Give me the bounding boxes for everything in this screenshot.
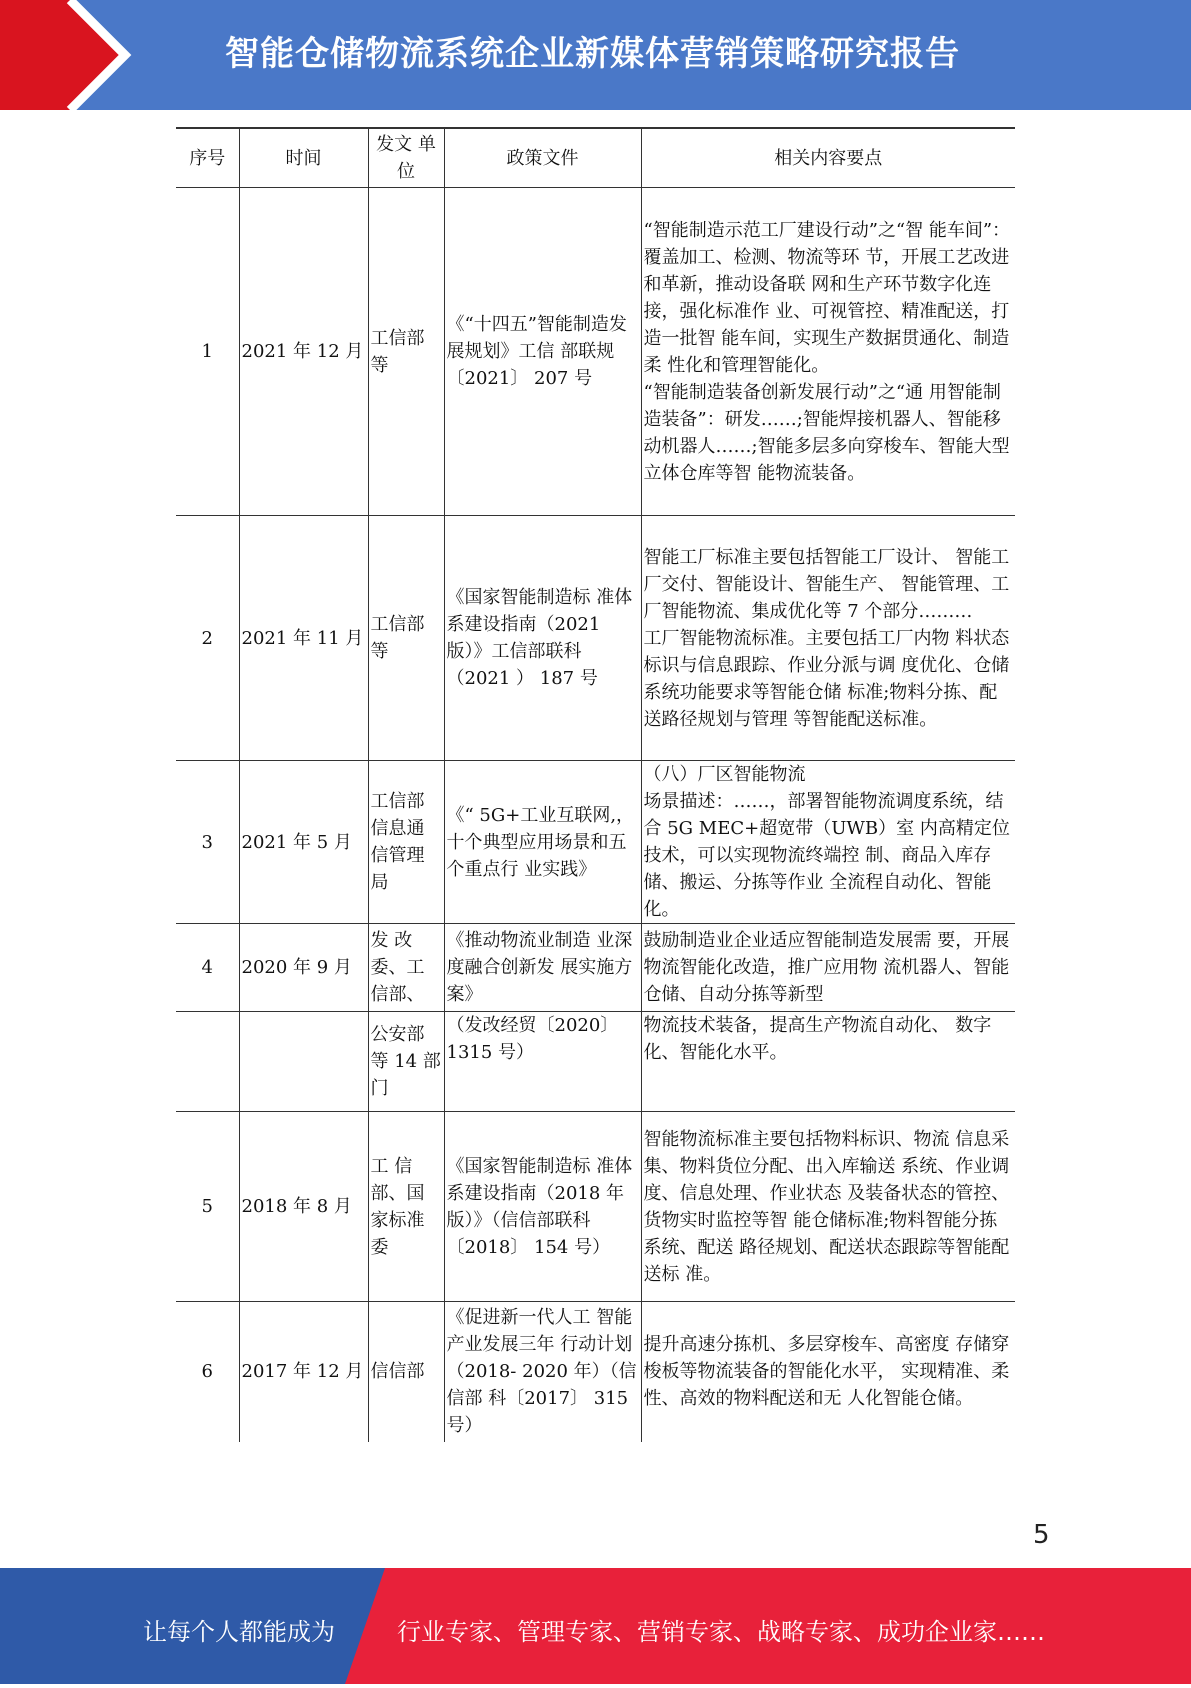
row-no: 1 [176,188,239,516]
row-doc: 《推动物流业制造 业深度融合创新发 展实施方案》 [444,924,641,1012]
header-no: 序号 [176,128,239,188]
content-paragraph: 工厂智能物流标准。主要包括工厂内物 料状态标识与信息跟踪、作业分派与调 度优化、仓储系统功能要求等智能仓储 标准;物料分拣、配送路径规划与管理 等智能配送标准。 [643,627,1010,730]
row-doc: （发改经贸〔2020〕 1315 号） [444,1012,641,1112]
content-paragraph: “智能制造示范工厂建设行动”之“智 能车间”：覆盖加工、检测、物流等环 节，开展工艺改进和革新，推动设备联 网和生产环节数字化连接，强化标准作 业、可视管控、精准配送，打造一批智 能车间，实现生产数据贯通化、制造柔 性化和管理智能化。 [643,219,1011,376]
content-paragraph: 物流技术装备，提高生产物流自动化、 数字化、智能化水平。 [643,1015,992,1063]
row-content [641,1012,1015,1112]
row-content [641,188,1015,516]
row-content [641,761,1015,924]
table-row [176,761,1015,924]
row-no: 5 [176,1112,239,1302]
header-content: 相关内容要点 [641,128,1015,188]
content-paragraph: 场景描述：……，部署智能物流调度系统，结合 5G MEC+超宽带（UWB）室 内高精定位技术，可以实现物流终端控 制、商品入库存储、搬运、分拣等作业 全流程自动化、智能化。 [643,791,1010,920]
table-row [176,1302,1015,1442]
content-paragraph: 提升高速分拣机、多层穿梭车、高密度 存储穿梭板等物流装备的智能化水平， 实现精准、柔性、高效的物料配送和无 人化智能仓储。 [643,1334,1010,1410]
content-paragraph: 智能物流标准主要包括物料标识、物流 信息采集、物料货位分配、出入库输送 系统、作业调度、信息处理、作业状态 及装备状态的管控、货物实时监控等智 能仓储标准;物料智能分拣系统、配送 路径规划、配送状态跟踪等智能配送标 准。 [643,1128,1010,1285]
row-no: 3 [176,761,239,924]
row-issuer: 信信部 [368,1302,444,1442]
row-issuer: 工 信部、国家标准委 [368,1112,444,1302]
row-time: 2020 年 9 月 [239,924,368,1012]
content-paragraph: （八）厂区智能物流 [643,764,806,785]
table-header-row [176,128,1015,188]
header-time: 时间 [239,128,368,188]
row-no: 4 [176,924,239,1012]
row-time: 2017 年 12 月 [239,1302,368,1442]
policy-table [176,127,1015,1442]
content-paragraph: 智能工厂标准主要包括智能工厂设计、 智能工厂交付、智能设计、智能生产、 智能管理、工厂智能物流、集成优化等 7 个部分……… [643,546,1010,622]
table-row [176,1112,1015,1302]
row-issuer: 工信部等 [368,188,444,516]
policy-table-wrapper [176,127,1015,1442]
header-red-chevron [0,0,150,110]
row-doc: 《“十四五”智能制造发展规划》工信 部联规〔2021〕 207 号 [444,188,641,516]
table-row [176,188,1015,516]
footer-slogan-right: 行业专家、管理专家、营销专家、战略专家、成功企业家…… [397,1618,1045,1646]
table-row [176,1012,1015,1112]
row-no: 6 [176,1302,239,1442]
row-time [239,1012,368,1112]
row-content [641,1112,1015,1302]
table-row [176,924,1015,1012]
table-row [176,516,1015,761]
header-issuer: 发文 单位 [368,128,444,188]
row-content [641,1302,1015,1442]
report-title: 智能仓储物流系统企业新媒体营销策略研究报告 [225,34,960,74]
row-content [641,516,1015,761]
row-issuer: 工信部等 [368,516,444,761]
row-time: 2021 年 12 月 [239,188,368,516]
row-no: 2 [176,516,239,761]
content-paragraph: “智能制造装备创新发展行动”之“通 用智能制造装备”：研发……;智能焊接机器人、智能移动机器人……;智能多层多向穿梭车、智能大型立体仓库等智 能物流装备。 [643,381,1010,484]
row-time: 2021 年 11 月 [239,516,368,761]
row-doc: 《国家智能制造标 准体系建设指南（2018 年版）》（信信部联科〔2018〕 154 号） [444,1112,641,1302]
page-number: 5 [1033,1520,1050,1550]
row-doc: 《促进新一代人工 智能产业发展三年 行动计划（2018- 2020 年）（信信部 科〔2017〕 315 号） [444,1302,641,1442]
footer-slogan-left: 让每个人都能成为 [143,1618,335,1646]
row-issuer: 发 改委、工信部、 [368,924,444,1012]
row-no [176,1012,239,1112]
row-issuer: 工信部信息通信管理局 [368,761,444,924]
row-time: 2021 年 5 月 [239,761,368,924]
row-issuer: 公安部等 14 部门 [368,1012,444,1112]
header-doc: 政策文件 [444,128,641,188]
row-doc: 《国家智能制造标 准体系建设指南（2021 版）》工信部联科（2021 ） 187 号 [444,516,641,761]
page-header [0,0,1191,110]
row-doc: 《“ 5G+工业互联网,，十个典型应用场景和五个重点行 业实践》 [444,761,641,924]
row-content [641,924,1015,1012]
row-time: 2018 年 8 月 [239,1112,368,1302]
content-paragraph: 鼓励制造业企业适应智能制造发展需 要，开展物流智能化改造，推广应用物 流机器人、智能仓储、自动分拣等新型 [643,930,1010,1005]
